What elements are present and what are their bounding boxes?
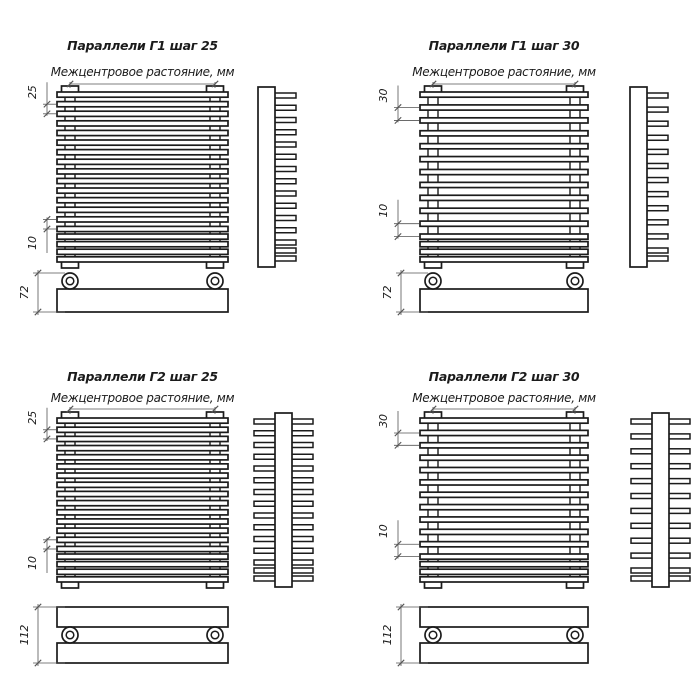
- diagram-title: Параллели Г1 шаг 30: [428, 38, 580, 53]
- tube-bar: [420, 480, 588, 485]
- rail-body: [420, 289, 588, 312]
- tube-bar: [57, 159, 228, 164]
- side-view: [258, 87, 296, 267]
- tube-bar: [57, 257, 228, 262]
- tube-bar: [57, 92, 228, 97]
- tube-bar: [57, 491, 228, 496]
- tube-bar: [420, 92, 588, 97]
- tube-bar: [420, 208, 588, 213]
- tube-bar: [57, 577, 228, 582]
- center-distance-caption: Межцентровое растояние, мм: [412, 391, 596, 405]
- tube-bar: [420, 577, 588, 582]
- tube-bar: [420, 443, 588, 448]
- tube-bar: [57, 519, 228, 524]
- fitting-inner: [66, 631, 74, 639]
- tube-bar: [57, 169, 228, 174]
- tube-bar: [420, 157, 588, 162]
- tube-bar: [420, 569, 588, 574]
- bottom-step-dimension-value: 10: [377, 203, 390, 218]
- tube-bar: [57, 242, 228, 247]
- tube-bar: [57, 226, 228, 231]
- step-dimension-value: 25: [26, 85, 39, 100]
- diagram-parallels-g2-step25: [18, 369, 313, 666]
- tube-bar: [420, 562, 588, 567]
- tube-bar: [57, 217, 228, 222]
- tube-bar: [57, 102, 228, 107]
- tube-bar: [420, 455, 588, 460]
- center-distance-caption: Межцентровое растояние, мм: [50, 65, 235, 79]
- tube-bar: [57, 198, 228, 203]
- collector-post: [428, 414, 438, 586]
- front-view: [420, 86, 588, 268]
- tube-bar: [57, 482, 228, 487]
- tube-bar: [57, 436, 228, 441]
- diagram-parallels-g1-step30: [377, 38, 668, 315]
- base-height-dimension-value: 112: [18, 624, 31, 646]
- tube-bar: [57, 554, 228, 559]
- tube-bar: [57, 140, 228, 145]
- tube-bar: [420, 257, 588, 262]
- tube-bar: [420, 105, 588, 110]
- step-dimension-value: 30: [377, 88, 390, 103]
- side-view: [254, 413, 313, 587]
- tube-bar: [57, 111, 228, 116]
- side-collector: [652, 413, 669, 587]
- side-collector: [630, 87, 647, 267]
- side-collector: [258, 87, 275, 267]
- tube-bar: [420, 118, 588, 123]
- diagram-parallels-g1-step25: [18, 38, 296, 315]
- tube-bar: [420, 131, 588, 136]
- step-dimension-value: 25: [26, 410, 39, 425]
- base-height-dimension-value: 72: [381, 285, 394, 300]
- tube-bar: [57, 473, 228, 478]
- diagram-title: Параллели Г2 шаг 30: [428, 369, 580, 384]
- tube-bar: [57, 446, 228, 451]
- tube-bar: [420, 195, 588, 200]
- side-collector: [275, 413, 292, 587]
- tube-bar: [57, 464, 228, 469]
- tube-bar: [420, 517, 588, 522]
- bottom-step-dimension-value: 10: [26, 236, 39, 250]
- rail-body: [420, 643, 588, 663]
- tube-bar: [57, 537, 228, 542]
- bottom-view: [57, 273, 228, 312]
- side-view: [631, 413, 690, 587]
- tube-bar: [57, 150, 228, 155]
- step-dimension-value: 30: [377, 414, 390, 428]
- rail-body: [57, 289, 228, 312]
- bottom-view: [57, 607, 228, 663]
- rail-body: [57, 607, 228, 627]
- tube-bar: [420, 529, 588, 534]
- bottom-step-dimension-value: 10: [26, 556, 39, 570]
- tube-bar: [57, 501, 228, 506]
- side-view: [630, 87, 668, 267]
- tube-bar: [420, 234, 588, 239]
- diagram-title: Параллели Г1 шаг 25: [67, 38, 218, 53]
- fitting-inner: [571, 277, 579, 285]
- tube-bar: [57, 121, 228, 126]
- bottom-step-dimension-value: 10: [377, 524, 390, 539]
- tube-bar: [420, 505, 588, 510]
- tube-bar: [420, 221, 588, 226]
- front-view: [57, 86, 228, 268]
- tube-bar: [57, 130, 228, 135]
- fitting-inner: [429, 277, 437, 285]
- fitting-inner: [211, 631, 219, 639]
- tube-bar: [420, 144, 588, 149]
- tube-bar: [57, 528, 228, 533]
- tube-bar: [420, 418, 588, 423]
- tube-bar: [420, 242, 588, 247]
- tube-bar: [420, 182, 588, 187]
- collector-post: [570, 414, 580, 586]
- tube-bar: [57, 562, 228, 567]
- tube-bar: [420, 467, 588, 472]
- base-height-dimension-value: 112: [381, 624, 394, 646]
- tube-bar: [57, 178, 228, 183]
- diagram-title: Параллели Г2 шаг 25: [67, 369, 218, 384]
- tube-bar: [57, 188, 228, 193]
- tube-bar: [420, 169, 588, 174]
- tube-bar: [57, 510, 228, 515]
- rail-body: [57, 643, 228, 663]
- rail-body: [420, 607, 588, 627]
- tube-bar: [57, 234, 228, 239]
- tube-bar: [57, 207, 228, 212]
- tube-bar: [57, 546, 228, 551]
- center-distance-caption: Межцентровое растояние, мм: [412, 65, 596, 79]
- diagram-parallels-g2-step30: [377, 369, 690, 666]
- tube-bar: [57, 569, 228, 574]
- front-view: [57, 412, 228, 588]
- tube-bar: [420, 554, 588, 559]
- tube-bar: [57, 418, 228, 423]
- fitting-inner: [211, 277, 219, 285]
- base-height-dimension-value: 72: [18, 285, 31, 300]
- bottom-view: [420, 607, 588, 663]
- tube-bar: [57, 427, 228, 432]
- tube-bar: [420, 542, 588, 547]
- tube-bar: [57, 249, 228, 254]
- tube-bar: [420, 249, 588, 254]
- center-distance-caption: Межцентровое растояние, мм: [50, 391, 235, 405]
- tube-bar: [420, 492, 588, 497]
- fitting-inner: [66, 277, 74, 285]
- fitting-inner: [571, 631, 579, 639]
- front-view: [420, 412, 588, 588]
- tube-bar: [57, 455, 228, 460]
- tube-bar: [420, 430, 588, 435]
- fitting-inner: [429, 631, 437, 639]
- bottom-view: [420, 273, 588, 312]
